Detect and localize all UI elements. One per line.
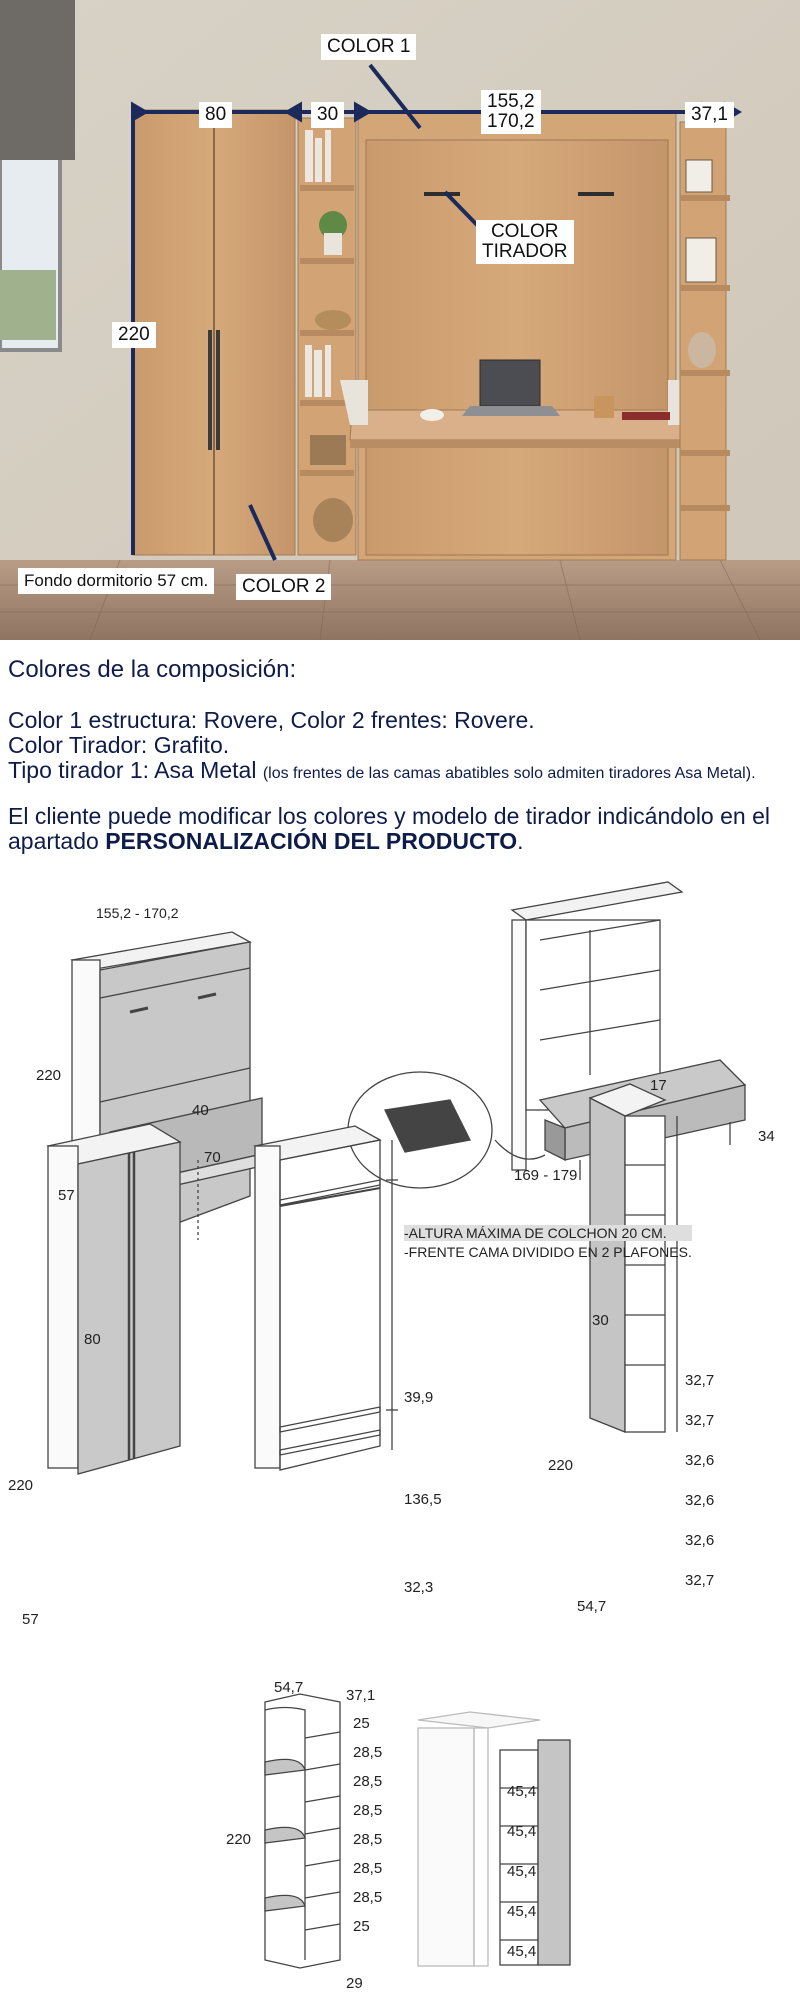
corner-wardrobe-gap-label: 45,4	[507, 1943, 537, 1960]
bed-open-drawing	[348, 882, 745, 1188]
handle-note: (los frentes de las camas abatibles solo admiten tiradores Asa Metal).	[262, 765, 756, 782]
width-bed-label	[481, 90, 541, 134]
corner-gap-label: 28,5	[353, 1744, 383, 1761]
customization-suffix: .	[517, 828, 524, 854]
bed-shelf-gap-label: 17	[650, 1077, 667, 1094]
corner-gap-label: 25	[353, 1918, 370, 1935]
handle-type: Tipo tirador 1: Asa Metal	[8, 757, 257, 783]
corner-wardrobe-gap-label: 45,4	[507, 1903, 537, 1920]
corner-gap-label: 28,5	[353, 1802, 383, 1819]
corner-wardrobe-drawing	[418, 1712, 570, 1966]
wardrobe-interior-drawing	[255, 1126, 398, 1470]
width-80-label: 80	[199, 102, 232, 128]
corner-gap-label: 28,5	[353, 1831, 383, 1848]
wardrobe-depth-label: 57	[22, 1611, 39, 1628]
color2-label: COLOR 2	[236, 574, 331, 600]
corner-unit-depth-label: 54,7	[274, 1679, 304, 1696]
bed-note-1: -ALTURA MÁXIMA DE COLCHON 20 CM.	[404, 1225, 667, 1241]
bed-height-label: 220	[36, 1067, 62, 1084]
color-line-3	[8, 757, 756, 784]
corner-unit-drawing	[265, 1694, 340, 1968]
wardrobe-interior-2: 136,5	[404, 1491, 442, 1508]
colors-heading: Colores de la composición:	[8, 656, 297, 683]
shelf-unit-width-label: 30	[592, 1312, 609, 1329]
customization-link[interactable]: PERSONALIZACIÓN DEL PRODUCTO	[105, 828, 518, 854]
color-tirador-line2: TIRADOR	[482, 241, 568, 262]
corner-gap-label: 28,5	[353, 1773, 383, 1790]
desk-depth-label: 40	[192, 1102, 209, 1119]
color-line-2: Color Tirador: Grafito.	[8, 732, 230, 758]
technical-drawings	[0, 870, 800, 2000]
corner-gap-label: 25	[353, 1715, 370, 1732]
width-bed-value-2: 170,2	[487, 111, 535, 132]
corner-gap-label: 28,5	[353, 1860, 383, 1877]
shelf-gap-label: 32,7	[685, 1412, 715, 1429]
width-bed-value-1: 155,2	[487, 91, 535, 112]
shelf-gap-label: 32,6	[685, 1532, 715, 1549]
corner-unit-gap-labels	[353, 1715, 382, 1935]
shelf-gap-label: 32,6	[685, 1492, 715, 1509]
bed-note-2: -FRENTE CAMA DIVIDIDO EN 2 PLAFONES.	[404, 1244, 692, 1260]
bed-side-label: 34	[758, 1128, 775, 1145]
height-220-label: 220	[112, 322, 156, 348]
shelf-unit-depth-label: 54,7	[577, 1598, 607, 1615]
color1-label: COLOR 1	[321, 34, 416, 60]
bed-open-length-label: 169 - 179	[514, 1167, 578, 1184]
desk-height-label: 70	[204, 1149, 221, 1166]
corner-unit-width-label: 37,1	[346, 1687, 376, 1704]
color-line-1: Color 1 estructura: Rovere, Color 2 frentes: Rovere.	[8, 707, 535, 733]
hero-photo	[0, 0, 800, 640]
fondo-label: Fondo dormitorio 57 cm.	[18, 568, 214, 594]
corner-wardrobe-gap-label: 45,4	[507, 1863, 537, 1880]
color-tirador-label	[476, 220, 574, 264]
shelf-unit-height-label: 220	[548, 1457, 574, 1474]
wardrobe-closed-drawing	[48, 1124, 180, 1474]
customization-prefix: apartado	[8, 828, 99, 854]
shelf-gap-label: 32,7	[685, 1372, 715, 1389]
room-illustration	[0, 0, 800, 640]
customization-line-2	[8, 828, 524, 855]
wardrobe-height-label: 220	[8, 1477, 34, 1494]
wardrobe-interior-1: 39,9	[404, 1389, 434, 1406]
corner-gap-label: 28,5	[353, 1889, 383, 1906]
bed-depth-label: 57	[58, 1187, 75, 1204]
wardrobe-interior-3: 32,3	[404, 1579, 434, 1596]
shelf-gap-label: 32,7	[685, 1572, 715, 1589]
width-corner-label: 37,1	[685, 102, 734, 128]
corner-wardrobe-gap-label: 45,4	[507, 1823, 537, 1840]
corner-unit-height-label: 220	[226, 1831, 252, 1848]
color-tirador-line1: COLOR	[490, 221, 559, 242]
corner-wardrobe-gap-label: 45,4	[507, 1783, 537, 1800]
bed-width-label: 155,2 - 170,2	[96, 905, 179, 921]
width-30-label: 30	[311, 102, 344, 128]
shelf-unit-gap-labels	[685, 1372, 714, 1589]
wardrobe-width-label: 80	[84, 1331, 101, 1348]
shelf-gap-label: 32,6	[685, 1452, 715, 1469]
customization-line-1: El cliente puede modificar los colores y modelo de tirador indicándolo en el	[8, 803, 770, 829]
corner-unit-bottom-label: 29	[346, 1975, 363, 1992]
